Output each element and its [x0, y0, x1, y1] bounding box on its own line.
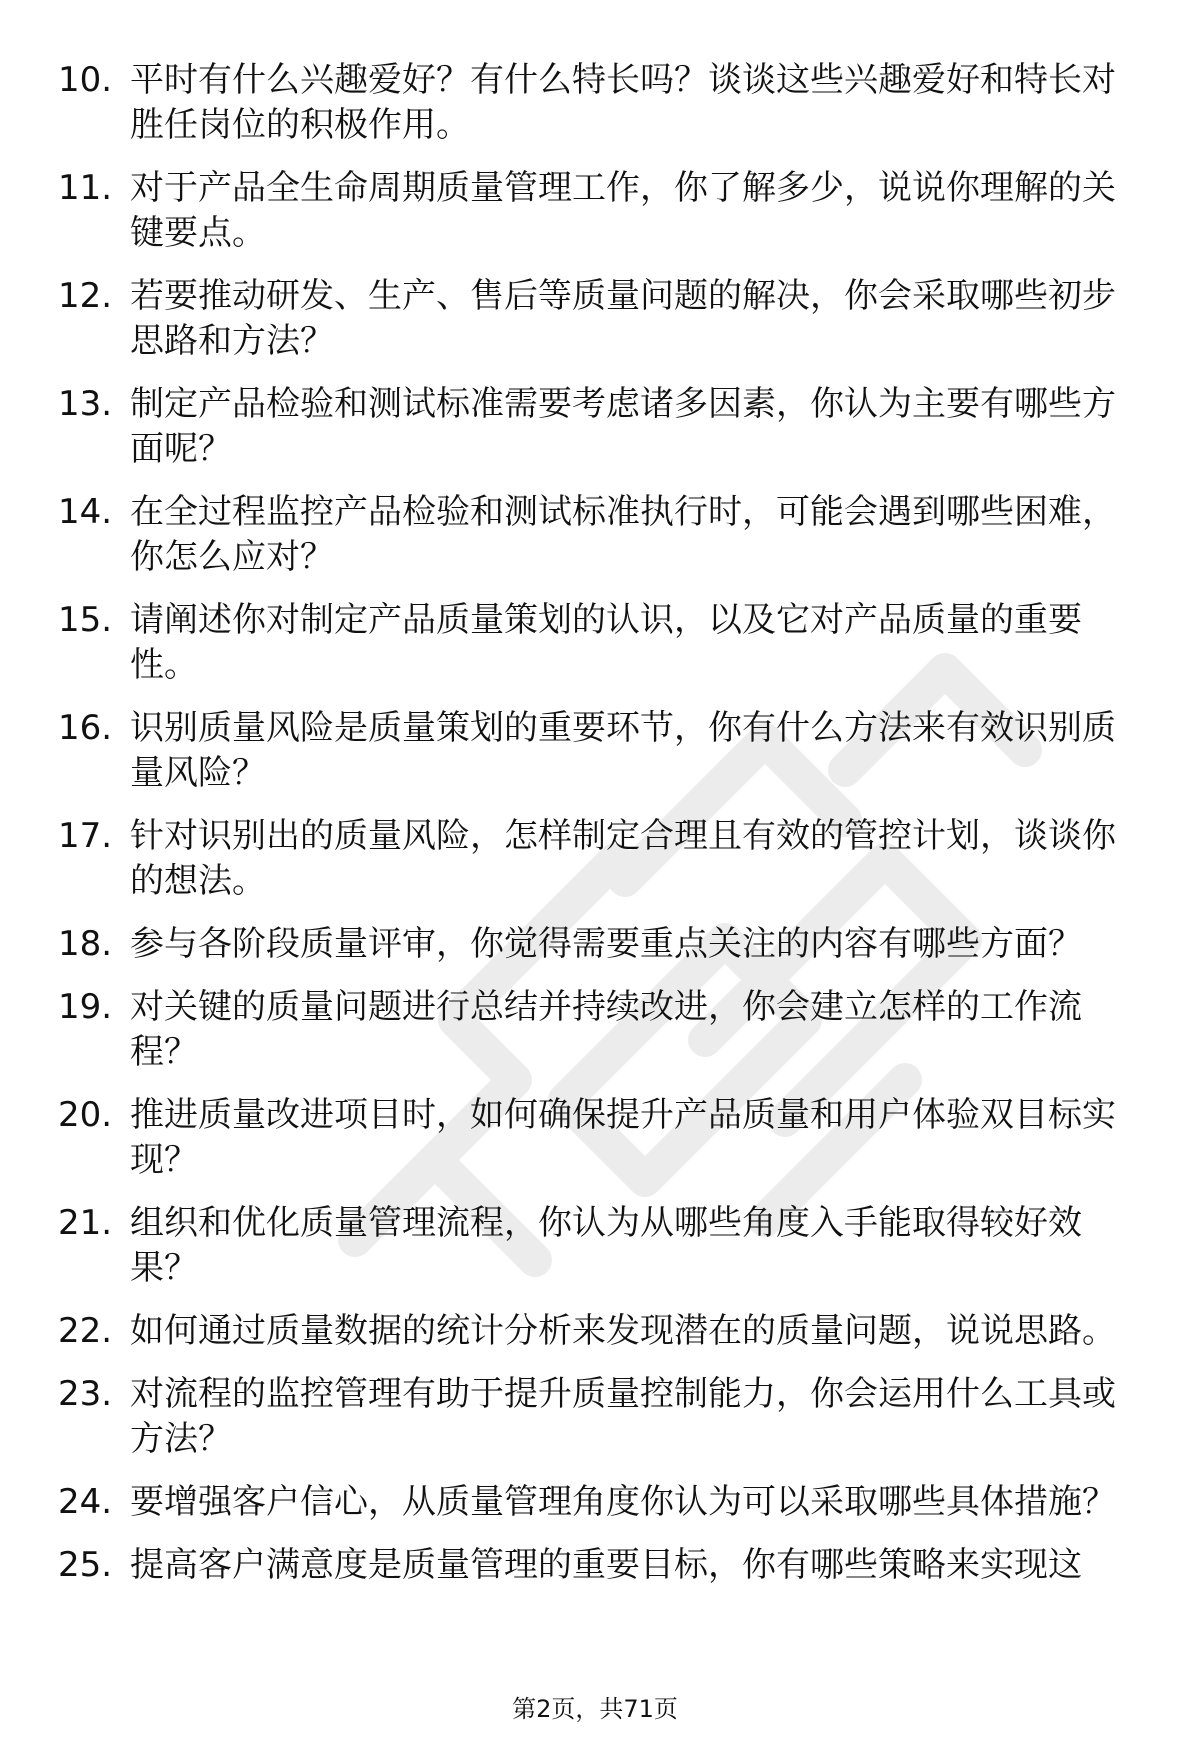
question-number: 15.	[58, 600, 113, 640]
question-item	[58, 814, 1148, 904]
question-number: 17.	[58, 816, 113, 856]
question-text: 对关键的质量问题进行总结并持续改进，你会建立怎样的工作流程？	[130, 987, 1082, 1072]
question-number: 23.	[58, 1374, 113, 1414]
question-number: 14.	[58, 492, 113, 532]
question-number: 12.	[58, 276, 113, 316]
question-text: 提高客户满意度是质量管理的重要目标，你有哪些策略来实现这	[130, 1545, 1082, 1585]
question-item	[58, 1543, 1148, 1588]
question-number: 10.	[58, 60, 113, 100]
question-text: 针对识别出的质量风险，怎样制定合理且有效的管控计划，谈谈你的想法。	[130, 816, 1116, 901]
question-item	[58, 985, 1148, 1075]
question-item	[58, 706, 1148, 796]
question-item	[58, 58, 1148, 148]
question-number: 25.	[58, 1545, 113, 1585]
question-text: 组织和优化质量管理流程，你认为从哪些角度入手能取得较好效果？	[130, 1203, 1082, 1288]
question-text: 在全过程监控产品检验和测试标准执行时，可能会遇到哪些困难，你怎么应对？	[130, 492, 1116, 577]
question-text: 对流程的监控管理有助于提升质量控制能力，你会运用什么工具或方法？	[130, 1374, 1116, 1459]
question-number: 18.	[58, 924, 113, 964]
question-text: 制定产品检验和测试标准需要考虑诸多因素，你认为主要有哪些方面呢？	[130, 384, 1116, 469]
question-number: 24.	[58, 1482, 113, 1522]
question-item	[58, 1201, 1148, 1291]
question-item	[58, 598, 1148, 688]
question-number: 11.	[58, 168, 113, 208]
question-text: 识别质量风险是质量策划的重要环节，你有什么方法来有效识别质量风险？	[130, 708, 1116, 793]
question-number: 13.	[58, 384, 113, 424]
question-item	[58, 382, 1148, 472]
question-text: 要增强客户信心，从质量管理角度你认为可以采取哪些具体措施？	[130, 1482, 1116, 1522]
question-number: 16.	[58, 708, 113, 748]
question-number: 21.	[58, 1203, 113, 1243]
question-text: 对于产品全生命周期质量管理工作，你了解多少，说说你理解的关键要点。	[130, 168, 1116, 253]
question-item	[58, 274, 1148, 364]
question-item	[58, 1372, 1148, 1462]
question-text: 平时有什么兴趣爱好？有什么特长吗？谈谈这些兴趣爱好和特长对胜任岗位的积极作用。	[130, 60, 1116, 145]
page-footer: 第2页，共71页	[512, 1695, 678, 1723]
question-text: 请阐述你对制定产品质量策划的认识，以及它对产品质量的重要性。	[130, 600, 1082, 685]
question-item	[58, 922, 1148, 967]
question-item	[58, 166, 1148, 256]
question-number: 22.	[58, 1311, 113, 1351]
question-text: 如何通过质量数据的统计分析来发现潜在的质量问题，说说思路。	[130, 1311, 1116, 1351]
question-item	[58, 1480, 1148, 1525]
question-item	[58, 1309, 1148, 1354]
question-number: 20.	[58, 1095, 113, 1135]
question-text: 参与各阶段质量评审，你觉得需要重点关注的内容有哪些方面？	[130, 924, 1082, 964]
question-text: 推进质量改进项目时，如何确保提升产品质量和用户体验双目标实现？	[130, 1095, 1116, 1180]
question-text: 若要推动研发、生产、售后等质量问题的解决，你会采取哪些初步思路和方法？	[130, 276, 1116, 361]
question-number: 19.	[58, 987, 113, 1027]
question-list	[58, 58, 1148, 1606]
question-item	[58, 490, 1148, 580]
question-item	[58, 1093, 1148, 1183]
